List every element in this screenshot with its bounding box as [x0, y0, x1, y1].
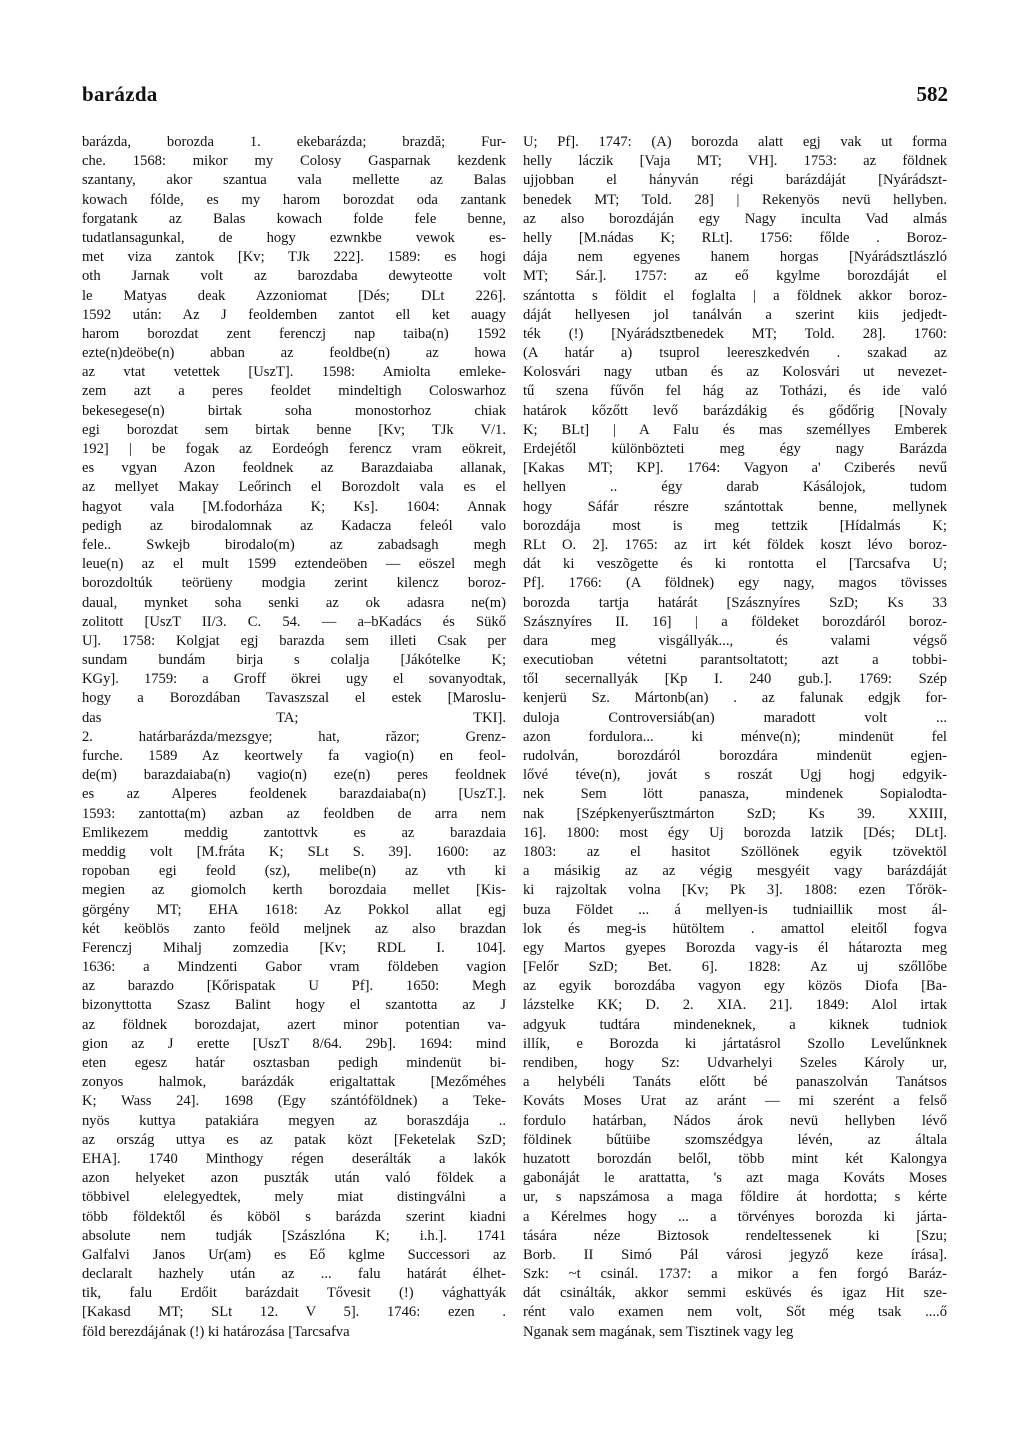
text-line: ur, s napszámosa a maga főldire át hordotta; s kérte: [523, 1189, 947, 1206]
text-line: dát csinálták, akkor semmi esküvés és igaz Hit sze-: [523, 1285, 947, 1302]
text-line: (A határ a) tsuprol leereszkedvén . szakad az: [523, 345, 947, 362]
text-line: egi borozdat sem birtak benne [Kv; TJk V/1.: [82, 421, 506, 438]
text-line: 16]. 1800: most égy Uj borozda latzik [Dés; DLt].: [523, 824, 947, 841]
text-line: bekesegese(n) birtak soha monostorhoz chiak: [82, 402, 506, 419]
text-line: földinek bűtüibe szomszédgya lévén, az általa: [523, 1131, 947, 1148]
text-line: Szásznyíres II. 16] | a földeket borozdáról boroz-: [523, 613, 947, 630]
text-line: nek Sem lött panasza, mindenek Sopialodta-: [523, 786, 947, 803]
text-line: U]. 1758: Kolgjat egj barazda sem illeti Csak per: [82, 632, 506, 649]
text-line: executioban vétetni parantsoltatott; azt a tobbi-: [523, 652, 947, 669]
text-line: duloja Controversiáb(an) maradott volt ...: [523, 709, 947, 726]
text-line: azon fordulora... ki ménve(n); mindenüt fel: [523, 728, 947, 745]
running-headword: barázda: [82, 82, 158, 106]
text-line: barázda, borozda 1. ekebarázda; brazdă; Fur-: [82, 134, 506, 150]
text-line: 2. határbarázda/mezsgye; hat, răzor; Grenz-: [82, 728, 506, 745]
text-line: Galfalvi Janos Ur(am) es Eő kglme Successori az: [82, 1246, 506, 1263]
text-line: Szk: ~t csinál. 1737: a mikor a fen forgó Baráz-: [523, 1266, 947, 1283]
text-line: tű szena fűvőn fel hág az Totházi, és ide való: [523, 383, 947, 400]
text-line: ezte(n)deöbe(n) abban az feoldbe(n) az howa: [82, 345, 506, 362]
text-line: szántotta s földit el foglalta | a földnek akkor boroz-: [523, 287, 947, 304]
text-line: tudatlansagunkal, de hogy ezwnkbe vewok es-: [82, 229, 506, 246]
text-line: az vtat vetettek [UszT]. 1598: Amiolta emleke-: [82, 364, 506, 381]
text-line: hogy Sáfár részre szántottak benne, mellynek: [523, 498, 947, 515]
text-line: zolitott [UszT II/3. C. 54. — a–bKadács és Sükő: [82, 613, 506, 630]
text-line: es az Alperes feoldenek barazdaiaba(n) [UszT.].: [82, 786, 506, 803]
text-line: nyös kuttya patakiára megyen az boraszdája ..: [82, 1112, 506, 1129]
text-line: dáját hellyesen jol tanálván a szerint kiis jedjedt-: [523, 306, 947, 323]
text-line: EHA]. 1740 Minthogy régen deserálták a lakók: [82, 1150, 506, 1167]
text-line: borozdája most is meg tettzik [Hídalmás K;: [523, 517, 947, 534]
text-line: a helybéli Tanáts előtt bé panaszolván Tanátsos: [523, 1074, 947, 1091]
text-line: Borb. II Simó Pál városi jegyző keze írása].: [523, 1246, 947, 1263]
text-line: 1593: zantotta(m) azban az feoldben de arra nem: [82, 805, 506, 822]
text-line: az also borozdáján egy Nagy inculta Vad almás: [523, 210, 947, 227]
text-line: többivel elelegyedtek, mely miat distingválni a: [82, 1189, 506, 1206]
text-line: Kolosvári nagy utban és az Kolosvári ut nevezet-: [523, 364, 947, 381]
text-line: de(m) barazdaiaba(n) vagio(n) eze(n) peres feoldnek: [82, 767, 506, 784]
page-number: 582: [916, 82, 948, 106]
text-line: azon helyeket azon puszták után való földek a: [82, 1170, 506, 1187]
text-line: dara meg visgállyák..., és valami végső: [523, 632, 947, 649]
text-line: tására néze Biztosok rendeltessenek ki [Szu;: [523, 1227, 947, 1244]
text-line: illík, e Borozda ki jártatásrol Szollo Levelűnknek: [523, 1035, 947, 1052]
text-line: oth Jarnak volt az barozdaba dewyteotte volt: [82, 268, 506, 285]
text-line: 192] | be fogak az Eordeógh ferencz vram eökreit,: [82, 441, 506, 457]
text-line: U; Pf]. 1747: (A) borozda alatt egj vak ut forma: [523, 134, 947, 150]
text-line: benedek MT; Told. 28] | Rekenyös nevü hellyben.: [523, 191, 947, 208]
text-line: Kováts Moses Urat az aránt — mi szerént a felső: [523, 1093, 947, 1110]
text-line: dát ki veszõgette és ki rontotta el [Tarcsafva U;: [523, 556, 947, 573]
text-line: dája nem egyenes hanem horgas [Nyárádsztlászló: [523, 249, 947, 266]
text-line: RLt O. 2]. 1765: az irt két földek koszt lévo boroz-: [523, 536, 947, 553]
text-line: gabonáját le arattatta, 's azt maga Kováts Moses: [523, 1170, 947, 1187]
text-line: buza Földet ... á mellyen-is tudniaillik most ál-: [523, 901, 947, 918]
text-line: Pf]. 1766: (A földnek) egy nagy, magos tövisses: [523, 575, 947, 592]
text-line: rént valo examen nem volt, Sőt még tsak ....ő: [523, 1304, 947, 1321]
text-line: MT; Sár.]. 1757: az eő kgylme borozdáját el: [523, 268, 947, 285]
text-line: le Matyas deak Azzoniomat [Dés; DLt 226].: [82, 287, 506, 304]
text-line: ték (!) [Nyárádsztbenedek MT; Told. 28]. 1760:: [523, 325, 947, 342]
text-line: rudolván, borozdáról borozdára mindenüt egjen-: [523, 748, 947, 764]
text-line: az ország uttya es az patak közt [Feketelak SzD;: [82, 1131, 506, 1148]
text-line: hogy a Borozdában Tavaszszal el estek [Maroslu-: [82, 690, 506, 707]
text-line: declaralt hazhely után az ... falu határát élhet-: [82, 1266, 506, 1283]
text-line: furche. 1589 Az keortwely fa vagio(n) en feol-: [82, 748, 506, 764]
running-head: [82, 82, 948, 112]
text-line: görgény MT; EHA 1618: Az Pokkol allat egj: [82, 901, 506, 918]
text-line: lázstelke KK; D. 2. XIA. 21]. 1849: Alol irtak: [523, 997, 947, 1014]
text-line: az mellyet Makay Leőrinch el Borozdolt vala es el: [82, 479, 506, 496]
text-line: K; Wass 24]. 1698 (Egy szántóföldnek) a Teke-: [82, 1093, 506, 1110]
text-line: forgatank az Balas kowach folde fele benne,: [82, 210, 506, 227]
text-line: szantany, akor szantua vala mellette az Balas: [82, 172, 506, 189]
text-line: leue(n) az el mult 1599 eztendeöben — eöszel megh: [82, 556, 506, 573]
text-line: es vgyan Azon feoldnek az Barazdaiaba allanak,: [82, 460, 506, 477]
text-line: harom borozdat zent ferenczj nap taiba(n) 1592: [82, 325, 506, 342]
text-line: KGy]. 1759: a Groff ökrei ugy el sovanyodtak,: [82, 671, 506, 688]
text-line: borozda tartja határát [Szásznyíres SzD; Ks 33: [523, 594, 947, 611]
text-line: Erdejétől különbözteti meg égy nagy Barázda: [523, 441, 947, 457]
text-line: kowach fólde, es my harom borozdat oda zantank: [82, 191, 506, 208]
text-line: fele.. Swkejb birodalo(m) az zabadsagh megh: [82, 536, 506, 553]
text-line: Ferenczj Mihalj zomzedia [Kv; RDL I. 104].: [82, 939, 506, 956]
text-line: határok kőzőtt levő barázdákig és gődőrig [Novaly: [523, 402, 947, 419]
text-line: hellyen .. égy darab Kásálojok, tudom: [523, 479, 947, 496]
text-line: két keöblös zanto feöld meljnek az also brazdan: [82, 920, 506, 937]
text-line: lok és meg-is hütöltem . amattol eleitől fogva: [523, 920, 947, 937]
text-line: föld berezdájának (!) ki határozása [Tarcsafva: [82, 1323, 350, 1340]
text-line: több földektől és köböl s barázda szerint kiadni: [82, 1208, 506, 1225]
text-line: ki rajzoltak volna [Kv; Pk 3]. 1808: ezen Tőrök-: [523, 882, 947, 899]
text-line: che. 1568: mikor my Colosy Gasparnak kezdenk: [82, 153, 506, 170]
text-line: [Felőr SzD; Bet. 6]. 1828: Az uj szőllőbe: [523, 959, 947, 976]
text-line: fordulo határban, Nádos árok nevü hellyben lévő: [523, 1112, 947, 1129]
text-line: K; BLt] | A Falu és mas személlyes Emberek: [523, 421, 947, 438]
text-line: ujjobban el hányván régi barázdáját [Nyárádszt-: [523, 172, 947, 189]
text-line: bizonyttotta Szasz Balint hogy el szantotta az J: [82, 997, 506, 1014]
text-line: tik, falu Erdőit barázdait Tővesit (!) vághattyák: [82, 1285, 506, 1302]
text-line: [Kakas MT; KP]. 1764: Vagyon a' Cziberés nevű: [523, 460, 947, 477]
text-line: az földnek borozdajat, azert minor potentian va-: [82, 1016, 506, 1033]
text-line: daual, mynket soha senki az ok adasra ne(m): [82, 594, 506, 611]
text-line: megien az giomolch kerth borozdaia mellet [Kis-: [82, 882, 506, 899]
text-line: nak [Szépkenyerűsztmárton SzD; Ks 39. XXIII,: [523, 805, 947, 822]
text-line: 1592 után: Az J feoldemben zantot ell ket auagy: [82, 306, 506, 323]
text-line: lővé téve(n), jovát s roszát Ugj hogj edgyik-: [523, 767, 947, 784]
text-line: egy Martos gyepes Borozda vagy-is él hátarozta meg: [523, 939, 947, 956]
text-line: das TA; TKI].: [82, 709, 506, 726]
text-line: eten egesz határ osztasban pedigh mindenüt bi-: [82, 1055, 506, 1071]
text-line: helly [M.nádas K; RLt]. 1756: főlde . Boroz-: [523, 229, 947, 246]
text-line: az barazdo [Kőrispatak U Pf]. 1650: Megh: [82, 978, 506, 995]
text-line: [Kakasd MT; SLt 12. V 5]. 1746: ezen .: [82, 1304, 506, 1321]
text-line: gion az J erette [UszT 8/64. 29b]. 1694: mind: [82, 1035, 506, 1052]
text-line: helly láczik [Vaja MT; VH]. 1753: az földnek: [523, 153, 947, 170]
text-line: a Kérelmes hogy ... a törvényes borozda ki járta-: [523, 1208, 947, 1225]
right-column: [523, 133, 947, 1342]
text-line: huzatott borozdán belől, több mint két Kalongya: [523, 1150, 947, 1167]
text-line: pedigh az birodalomnak az Kadacza feleól valo: [82, 517, 506, 534]
left-column: [82, 133, 506, 1342]
text-line: zem azt a peres feoldet mindeltigh Coloswarhoz: [82, 383, 506, 400]
text-line: sundam bundám birja s colalja [Jákótelke K;: [82, 652, 506, 669]
text-line: a másikig az az végig mesgyéit vagy barázdáját: [523, 863, 947, 880]
text-line: 1803: az el hasitot Szöllönek egyik tzövektöl: [523, 843, 947, 860]
text-line: hagyot vala [M.fodorháza K; Ks]. 1604: Annak: [82, 498, 506, 515]
text-line: Nganak sem magának, sem Tisztinek vagy leg: [523, 1323, 794, 1340]
text-line: met viza zantok [Kv; TJk 222]. 1589: es hogi: [82, 249, 506, 266]
text-line: absolute nem tudják [Szászlóna K; i.h.]. 1741: [82, 1227, 506, 1244]
text-line: meddig volt [M.fráta K; SLt S. 39]. 1600: az: [82, 843, 506, 860]
text-line: től secernallyák [Kp I. 240 gub.]. 1769: Szép: [523, 671, 947, 688]
text-line: ropoban egi feold (sz), melibe(n) az vth ki: [82, 863, 506, 880]
text-line: borozdoltúk teörüeny modgia zerint kilencz boroz-: [82, 575, 506, 592]
text-line: az egyik borozdába vagyon egy közös Diofa [Ba-: [523, 978, 947, 995]
text-line: rendiben, hogy Sz: Udvarhelyi Szeles Károly ur,: [523, 1055, 947, 1071]
text-line: kenjerü Sz. Mártonb(an) . az falunak edgjk for-: [523, 690, 947, 707]
text-line: 1636: a Mindzenti Gabor vram földeben vagion: [82, 959, 506, 976]
text-line: adgyuk tudtára mindeneknek, a kiknek tudniok: [523, 1016, 947, 1033]
text-line: Emlikezem meddig zantottvk es az barazdaia: [82, 824, 506, 841]
text-line: zonyos halmok, barázdák erigaltattak [Mezőméhes: [82, 1074, 506, 1091]
